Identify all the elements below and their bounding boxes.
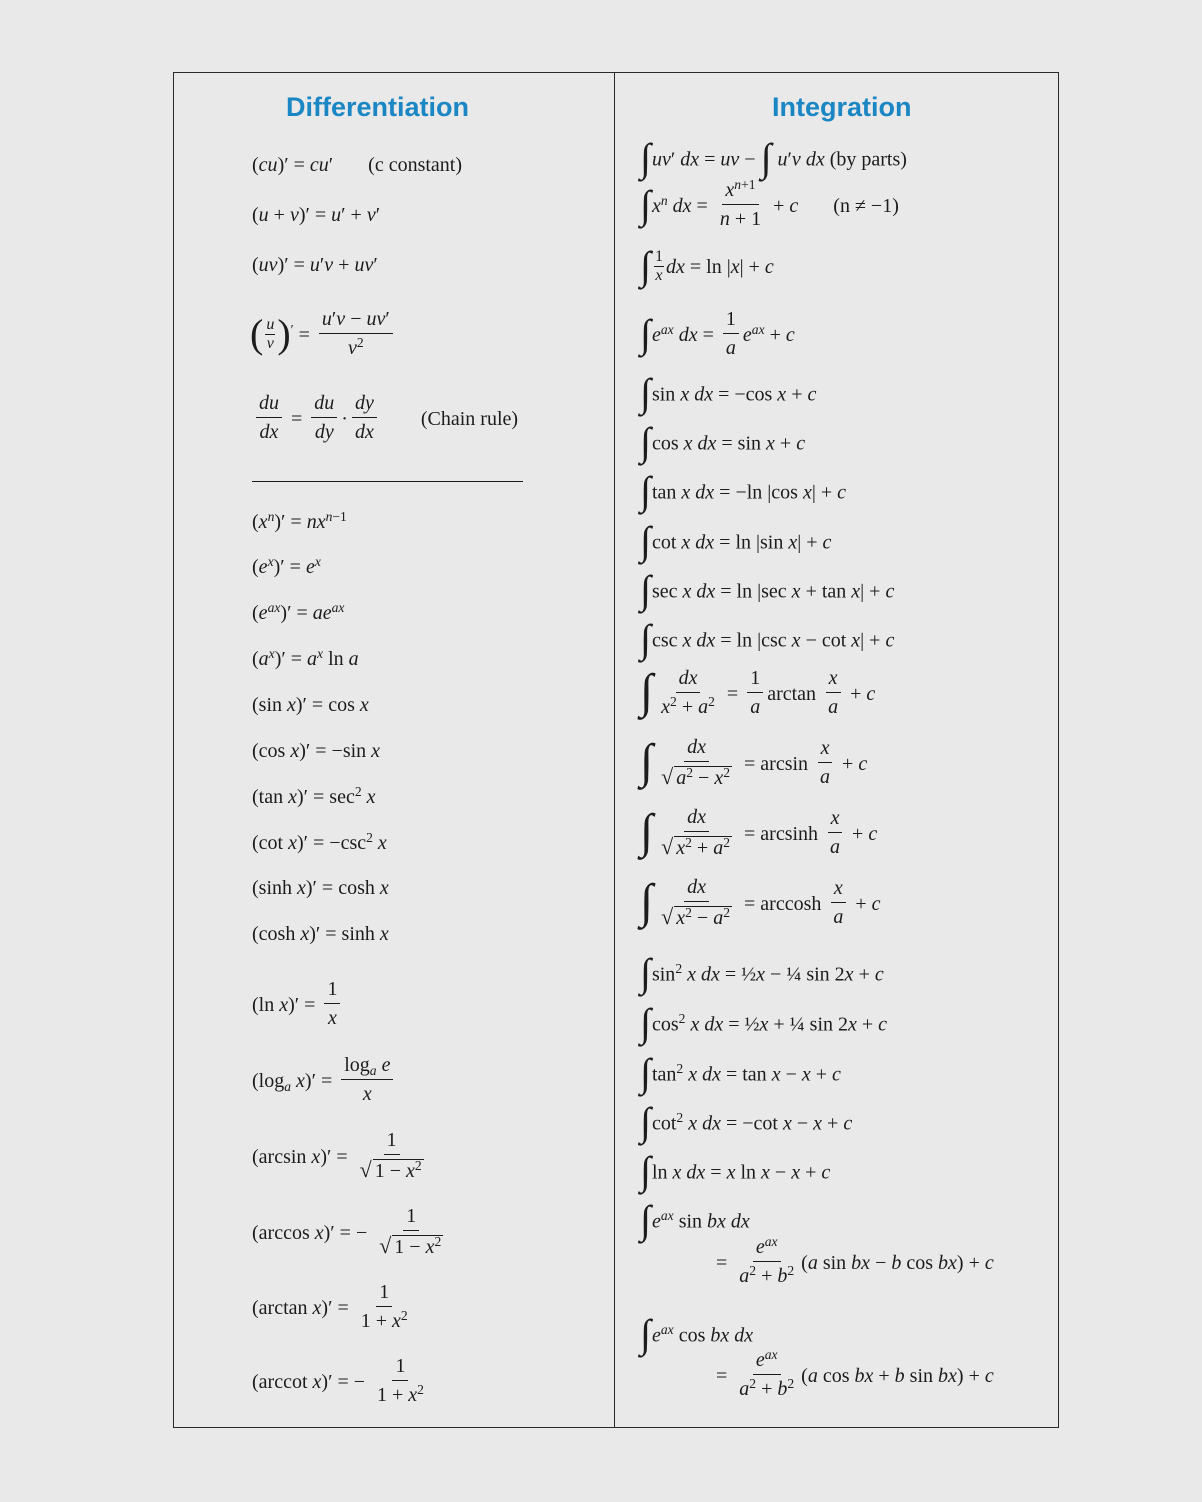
arcsin-integral: ∫ $\frac{dx}{√ a^2 - x^2}$ = arcsin $\frac{x}{a}$ + c xyxy=(640,735,868,789)
section-separator xyxy=(252,481,523,482)
quotient-rule: ( $\frac{u}{v}$ )′ = $\frac{u'v - uv'}{v^2}$ xyxy=(250,312,397,361)
power-integral: $\int x^n$ dx = $\frac{x^{n+1}}{n + 1}$ + c (n ≠ −1) xyxy=(640,176,899,230)
constant-multiple-rule: (cu)′ = cu′ (c constant) xyxy=(252,154,463,176)
arcsinh-integral: ∫ $\frac{dx}{√ x^2 + a^2}$ = arcsinh $\frac{x}{a}$ + c xyxy=(640,805,878,859)
power-rule: $(x^n)' = nx^{n-1}$ xyxy=(252,508,347,533)
cot-derivative: (cot $x)' = -\csc^2$ x xyxy=(252,829,387,854)
cot-squared-integral: $\int\cot^2$ x dx = −cot x − x + c xyxy=(640,1099,853,1144)
cos-integral: ∫cos x dx = sin x + c xyxy=(640,419,806,464)
constant-note: (c constant) xyxy=(368,154,463,176)
arccos-derivative: (arccos x)′ = − $\frac{1}{√ 1 - x^2}$ xyxy=(252,1205,442,1258)
by-parts-note: (by parts) xyxy=(829,148,907,171)
arccot-derivative: (arccot x)′ = − $\frac{1}{1 + x^2}$ xyxy=(252,1355,424,1406)
cosh-derivative: (cosh x)′ = sinh x xyxy=(252,923,389,945)
arctan-integral: ∫ $\frac{dx}{x^2 + a^2}$ = $\frac{1}{a}$ arctan $\frac{x}{a}$ + c xyxy=(640,665,876,719)
tan-squared-integral: $\int\tan^2$ x dx = tan x − x + c xyxy=(640,1050,841,1095)
sin-squared-integral: $\int\sin^2$ x dx = ½x − ¼ sin 2x + c xyxy=(640,950,884,995)
sec-integral: ∫sec x dx = ln |sec x + tan x| + c xyxy=(640,567,895,612)
sin-integral: ∫sin x dx = −cos x + c xyxy=(640,370,817,415)
cos-derivative: (cos x)′ = −sin x xyxy=(252,740,381,762)
sum-rule: (u + v)′ = u′ + v′ xyxy=(252,204,381,226)
sinh-derivative: (sinh x)′ = cosh x xyxy=(252,877,389,899)
chain-rule: $\frac{du}{dx}$ = $\frac{du}{dy}$ · $\frac{dy}{dx}$ (Chain rule) xyxy=(252,396,518,445)
ln-derivative: (ln x)′ = $\frac{1}{x}$ xyxy=(252,982,344,1031)
log-derivative: ($\log_a$ x)′ = $\frac{\log_a e}{x}$ xyxy=(252,1058,397,1107)
a-power-derivative: $(a^x)' = a^x$ ln a xyxy=(252,645,359,670)
power-condition: (n ≠ −1) xyxy=(833,195,899,218)
tan-integral: ∫tan x dx = −ln |cos x| + c xyxy=(640,468,847,513)
arctan-derivative: (arctan x)′ = $\frac{1}{1 + x^2}$ xyxy=(252,1281,408,1332)
exp-ax-derivative: $(e^{ax})' = ae^{ax}$ xyxy=(252,599,345,624)
arccosh-integral: ∫ $\frac{dx}{√ x^2 - a^2}$ = arccosh $\frac{x}{a}$ + c xyxy=(640,875,881,929)
exp-derivative: $(e^x)' = e^x$ xyxy=(252,553,321,578)
chain-rule-note: (Chain rule) xyxy=(420,408,519,431)
exp-cos-integral-result: = $\frac{e^{ax}}{a^2 + b^2}$ (a cos bx + b sin bx) + c xyxy=(716,1346,994,1400)
sin-derivative: (sin x)′ = cos x xyxy=(252,694,369,716)
cos-squared-integral: $\int\cos^2$ x dx = ½x + ¼ sin 2x + c xyxy=(640,1000,888,1045)
tan-derivative: (tan $x)' = \sec^2 x$ xyxy=(252,783,376,808)
exp-sin-integral-result: = $\frac{e^{ax}}{a^2 + b^2}$ (a sin bx − b cos bx) + c xyxy=(716,1233,994,1287)
integration-by-parts: ∫uv′ dx = uv − ∫ u′v dx (by parts) xyxy=(640,135,907,180)
exp-integral: $\int e^{ax}$ dx = $\frac{1}{a}$ $e^{ax} + c$ xyxy=(640,308,795,359)
exp-sin-integral: $\int e^{ax}$ sin bx dx xyxy=(640,1197,750,1242)
cot-integral: ∫cot x dx = ln |sin x| + c xyxy=(640,518,832,563)
exp-cos-integral: $\int e^{ax}$ cos bx dx xyxy=(640,1311,754,1356)
column-divider xyxy=(614,72,615,1428)
ln-integral: ∫ln x dx = x ln x − x + c xyxy=(640,1148,831,1193)
csc-integral: ∫csc x dx = ln |csc x − cot x| + c xyxy=(640,616,895,661)
differentiation-heading: Differentiation xyxy=(286,92,470,122)
reciprocal-integral: ∫ $\frac{1}{x}$ dx = ln |x| + c xyxy=(640,242,774,288)
product-rule: (uv)′ = u′v + uv′ xyxy=(252,254,378,276)
integration-heading: Integration xyxy=(772,92,912,122)
arcsin-derivative: (arcsin x)′ = $\frac{1}{√ 1 - x^2}$ xyxy=(252,1129,422,1182)
